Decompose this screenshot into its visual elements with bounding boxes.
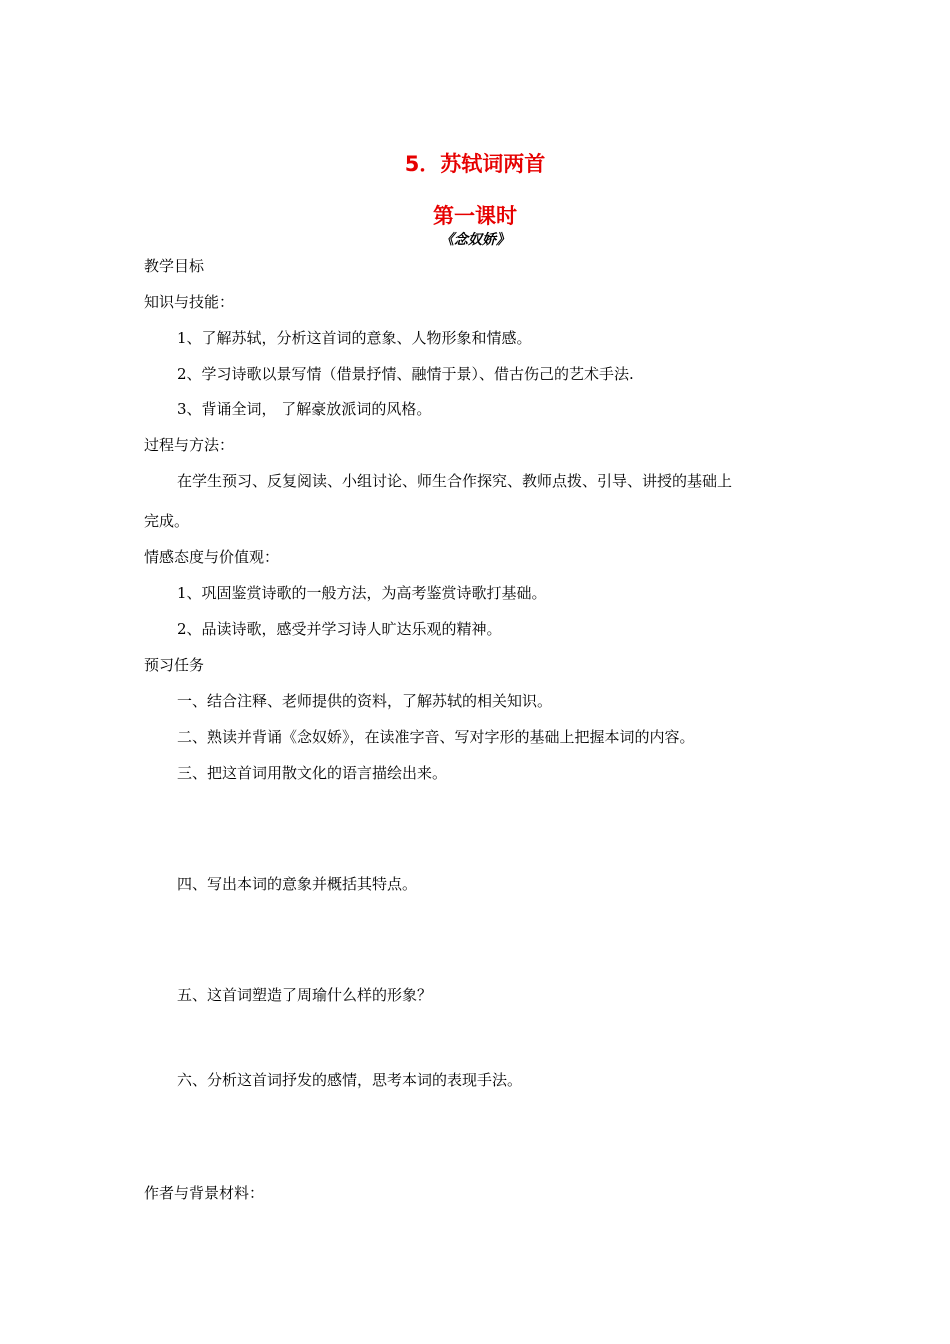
preview-heading: 预习任务 <box>144 656 205 674</box>
objectives-heading: 教学目标 <box>144 257 205 275</box>
preview-task: 三、把这首词用散文化的语言描绘出来。 <box>177 764 448 782</box>
preview-task: 五、这首词塑造了周瑜什么样的形象？ <box>177 986 433 1004</box>
emotion-item: 1、巩固鉴赏诗歌的一般方法，为高考鉴赏诗歌打基础。 <box>177 584 547 602</box>
preview-task: 四、写出本词的意象并概括其特点。 <box>177 875 418 893</box>
emotion-heading: 情感态度与价值观： <box>144 548 280 566</box>
knowledge-item: 1、了解苏轼，分析这首词的意象、人物形象和情感。 <box>177 329 532 347</box>
process-heading: 过程与方法： <box>144 436 235 454</box>
knowledge-item: 2、学习诗歌以景写情（借景抒情、融情于景）、借古伤己的艺术手法. <box>177 365 634 383</box>
preview-task: 一、结合注释、老师提供的资料，了解苏轼的相关知识。 <box>177 692 553 710</box>
knowledge-item: 3、背诵全词， 了解豪放派词的风格。 <box>177 400 432 418</box>
document-title: 5．苏轼词两首 <box>404 152 546 176</box>
knowledge-heading: 知识与技能： <box>144 293 235 311</box>
preview-task: 二、熟读并背诵《念奴娇》，在读准字音、写对字形的基础上把握本词的内容。 <box>177 728 695 746</box>
preview-task: 六、分析这首词抒发的感情，思考本词的表现手法。 <box>177 1071 523 1089</box>
lesson-title: 第一课时 <box>433 204 517 228</box>
emotion-item: 2、品读诗歌，感受并学习诗人旷达乐观的精神。 <box>177 620 502 638</box>
author-background-heading: 作者与背景材料： <box>144 1184 265 1202</box>
process-text-line1: 在学生预习、反复阅读、小组讨论、师生合作探究、教师点拨、引导、讲授的基础上 <box>177 472 733 490</box>
process-text-line2: 完成。 <box>144 512 190 530</box>
poem-title: 《念奴娇》 <box>440 232 510 248</box>
